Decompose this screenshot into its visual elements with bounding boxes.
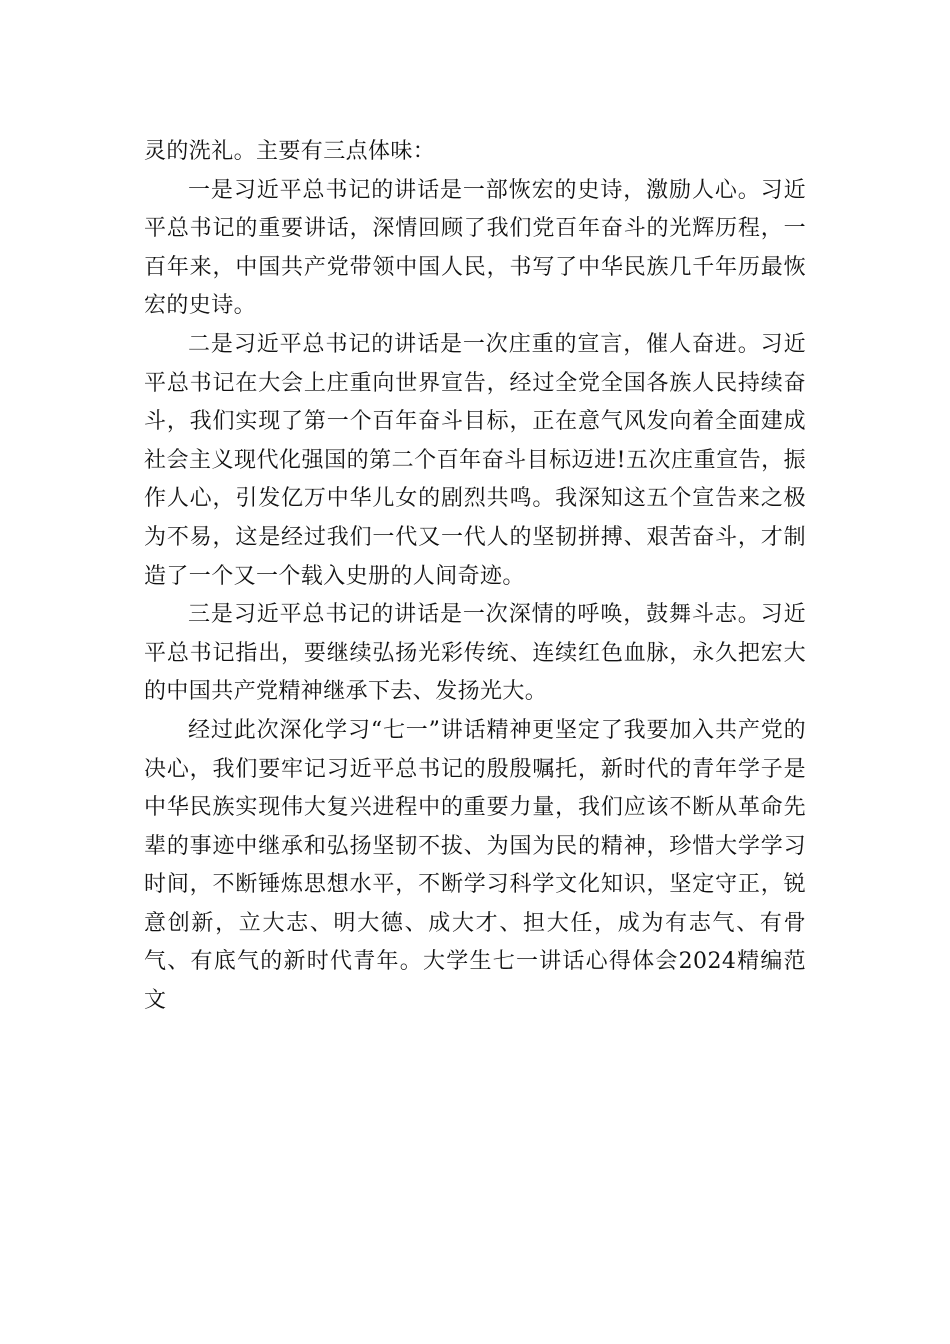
paragraph-conclusion: 经过此次深化学习“七一”讲话精神更坚定了我要加入共产党的决心，我们要牢记习近平总书记的殷殷嘱托，新时代的青年学子是中华民族实现伟大复兴进程中的重要力量，我们应该不断从革命先辈的事迹中继承和弘扬坚韧不拔、为国为民的精神，珍惜大学学习时间，不断锤炼思想水平，不断学习科学文化知识，坚定守正，锐意创新，立大志、明大德、成大才、担大任，成为有志气、有骨气、有底气的新时代青年。大学生七一讲话心得体会2024精编范文 (144, 717, 806, 1014)
paragraph-continuation: 灵的洗礼。主要有三点体味： (144, 139, 436, 164)
paragraph-point-three: 三是习近平总书记的讲话是一次深情的呼唤，鼓舞斗志。习近平总书记指出，要继续弘扬光彩传统、连续红色血脉，永久把宏大的中国共产党精神继承下去、发扬光大。 (144, 602, 806, 705)
paragraph-point-two: 二是习近平总书记的讲话是一次庄重的宣言，催人奋进。习近平总书记在大会上庄重向世界宣告，经过全党全国各族人民持续奋斗，我们实现了第一个百年奋斗目标，正在意气风发向着全面建成社会主义现代化强国的第二个百年奋斗目标迈进!五次庄重宣告，振作人心，引发亿万中华儿女的剧烈共鸣。我深知这五个宣告来之极为不易，这是经过我们一代又一代人的坚韧拼搏、艰苦奋斗，才制造了一个又一个载入史册的人间奇迹。 (144, 331, 806, 589)
paragraph-point-one: 一是习近平总书记的讲话是一部恢宏的史诗，激励人心。习近平总书记的重要讲话，深情回顾了我们党百年奋斗的光辉历程，一百年来，中国共产党带领中国人民，书写了中华民族几千年历最恢宏的史诗。 (144, 177, 806, 319)
document-body (144, 133, 806, 1021)
